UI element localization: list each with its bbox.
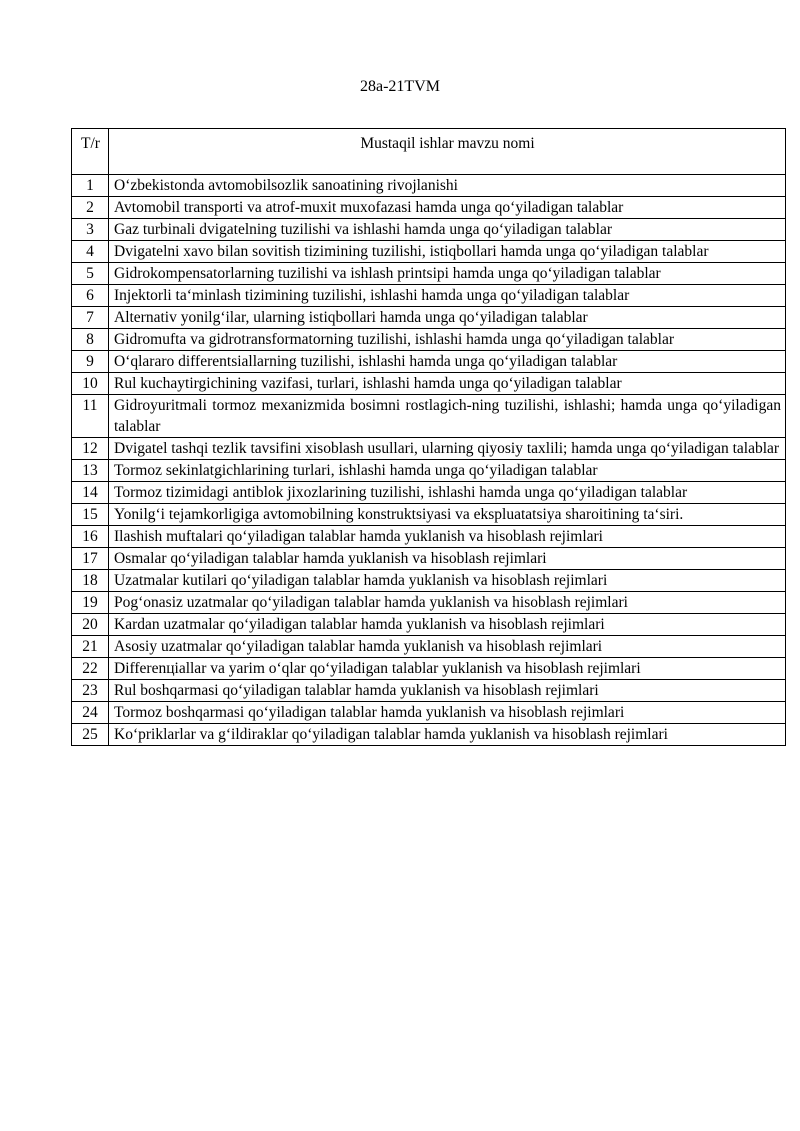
table-row [72,614,786,636]
table-row [72,307,786,329]
table-row [72,373,786,395]
row-number: 19 [72,592,109,614]
row-topic: O‘qlararo differentsiallarning tuzilishi, ishlashi hamda unga qo‘yiladigan talablar [109,351,786,373]
row-topic: Injektorli ta‘minlash tizimining tuzilishi, ishlashi hamda unga qo‘yiladigan talablar [109,285,786,307]
row-topic: Alternativ yonilg‘ilar, ularning istiqbollari hamda unga qo‘yiladigan talablar [109,307,786,329]
table-row [72,351,786,373]
row-number: 11 [72,395,109,438]
row-number: 14 [72,482,109,504]
table-row [72,702,786,724]
row-topic: Gidromufta va gidrotransformatorning tuzilishi, ishlashi hamda unga qo‘yiladigan talablar [109,329,786,351]
table-row [72,548,786,570]
row-topic: Gaz turbinali dvigatelning tuzilishi va ishlashi hamda unga qo‘yiladigan talablar [109,219,786,241]
row-number: 9 [72,351,109,373]
row-number: 24 [72,702,109,724]
table-row [72,636,786,658]
row-topic: Gidroyuritmali tormoz mexanizmida bosimni rostlagich-ning tuzilishi, ishlashi; hamda unga qo‘yiladigan talablar [109,395,786,438]
table-row [72,526,786,548]
row-number: 10 [72,373,109,395]
table-body [72,175,786,746]
table-row [72,197,786,219]
row-topic: Ko‘priklarlar va g‘ildiraklar qo‘yiladigan talablar hamda yuklanish va hisoblash rejimlari [109,724,786,746]
table-row [72,482,786,504]
row-number: 25 [72,724,109,746]
row-topic: Osmalar qo‘yiladigan talablar hamda yuklanish va hisoblash rejimlari [109,548,786,570]
row-topic: Uzatmalar kutilari qo‘yiladigan talablar hamda yuklanish va hisoblash rejimlari [109,570,786,592]
row-number: 23 [72,680,109,702]
row-number: 8 [72,329,109,351]
row-topic: Dvigatelni xavo bilan sovitish tizimining tuzilishi, istiqbollari hamda unga qo‘yiladigan talablar [109,241,786,263]
row-number: 20 [72,614,109,636]
row-topic: Ilashish muftalari qo‘yiladigan talablar hamda yuklanish va hisoblash rejimlari [109,526,786,548]
row-topic: Tormoz sekinlatgichlarining turlari, ishlashi hamda unga qo‘yiladigan talablar [109,460,786,482]
row-topic: Tormoz tizimidagi antiblok jixozlarining tuzilishi, ishlashi hamda unga qo‘yiladigan talablar [109,482,786,504]
table-row [72,592,786,614]
table-row [72,175,786,197]
row-topic: O‘zbekistonda avtomobilsozlik sanoatining rivojlanishi [109,175,786,197]
row-topic: Rul boshqarmasi qo‘yiladigan talablar hamda yuklanish va hisoblash rejimlari [109,680,786,702]
row-number: 3 [72,219,109,241]
row-topic: Asosiy uzatmalar qo‘yiladigan talablar hamda yuklanish va hisoblash rejimlari [109,636,786,658]
row-number: 21 [72,636,109,658]
row-topic: Avtomobil transporti va atrof-muxit muxofazasi hamda unga qo‘yiladigan talablar [109,197,786,219]
row-topic: Gidrokompensatorlarning tuzilishi va ishlash printsipi hamda unga qo‘yiladigan talablar [109,263,786,285]
table-row [72,460,786,482]
table-row [72,658,786,680]
row-number: 6 [72,285,109,307]
table-header-row [72,129,786,175]
table-row [72,219,786,241]
row-number: 1 [72,175,109,197]
table-row [72,395,786,438]
row-number: 7 [72,307,109,329]
table-row [72,285,786,307]
table-row [72,241,786,263]
row-topic: Kardan uzatmalar qo‘yiladigan talablar hamda yuklanish va hisoblash rejimlari [109,614,786,636]
row-topic: Yonilg‘i tejamkorligiga avtomobilning konstruktsiyasi va ekspluatatsiya sharoitining ta‘siri. [109,504,786,526]
row-topic: Differenцiallar va yarim o‘qlar qo‘yiladigan talablar yuklanish va hisoblash rejimlari [109,658,786,680]
table-row [72,724,786,746]
table-row [72,438,786,460]
row-number: 15 [72,504,109,526]
table-row [72,680,786,702]
row-number: 16 [72,526,109,548]
table-row [72,504,786,526]
row-number: 13 [72,460,109,482]
header-topic: Mustaqil ishlar mavzu nomi [109,129,786,175]
row-number: 5 [72,263,109,285]
row-number: 12 [72,438,109,460]
row-topic: Tormoz boshqarmasi qo‘yiladigan talablar hamda yuklanish va hisoblash rejimlari [109,702,786,724]
row-number: 18 [72,570,109,592]
row-number: 4 [72,241,109,263]
row-number: 2 [72,197,109,219]
row-topic: Pog‘onasiz uzatmalar qo‘yiladigan talablar hamda yuklanish va hisoblash rejimlari [109,592,786,614]
row-number: 17 [72,548,109,570]
row-topic: Rul kuchaytirgichining vazifasi, turlari, ishlashi hamda unga qo‘yiladigan talablar [109,373,786,395]
topics-table [71,128,786,746]
row-number: 22 [72,658,109,680]
table-row [72,263,786,285]
document-title: 28a-21TVM [360,78,440,95]
row-topic: Dvigatel tashqi tezlik tavsifini xisoblash usullari, ularning qiyosiy taxlili; hamda unga qo‘yiladigan talablar [109,438,786,460]
header-number: T/r [72,129,109,175]
table-row [72,570,786,592]
table-row [72,329,786,351]
